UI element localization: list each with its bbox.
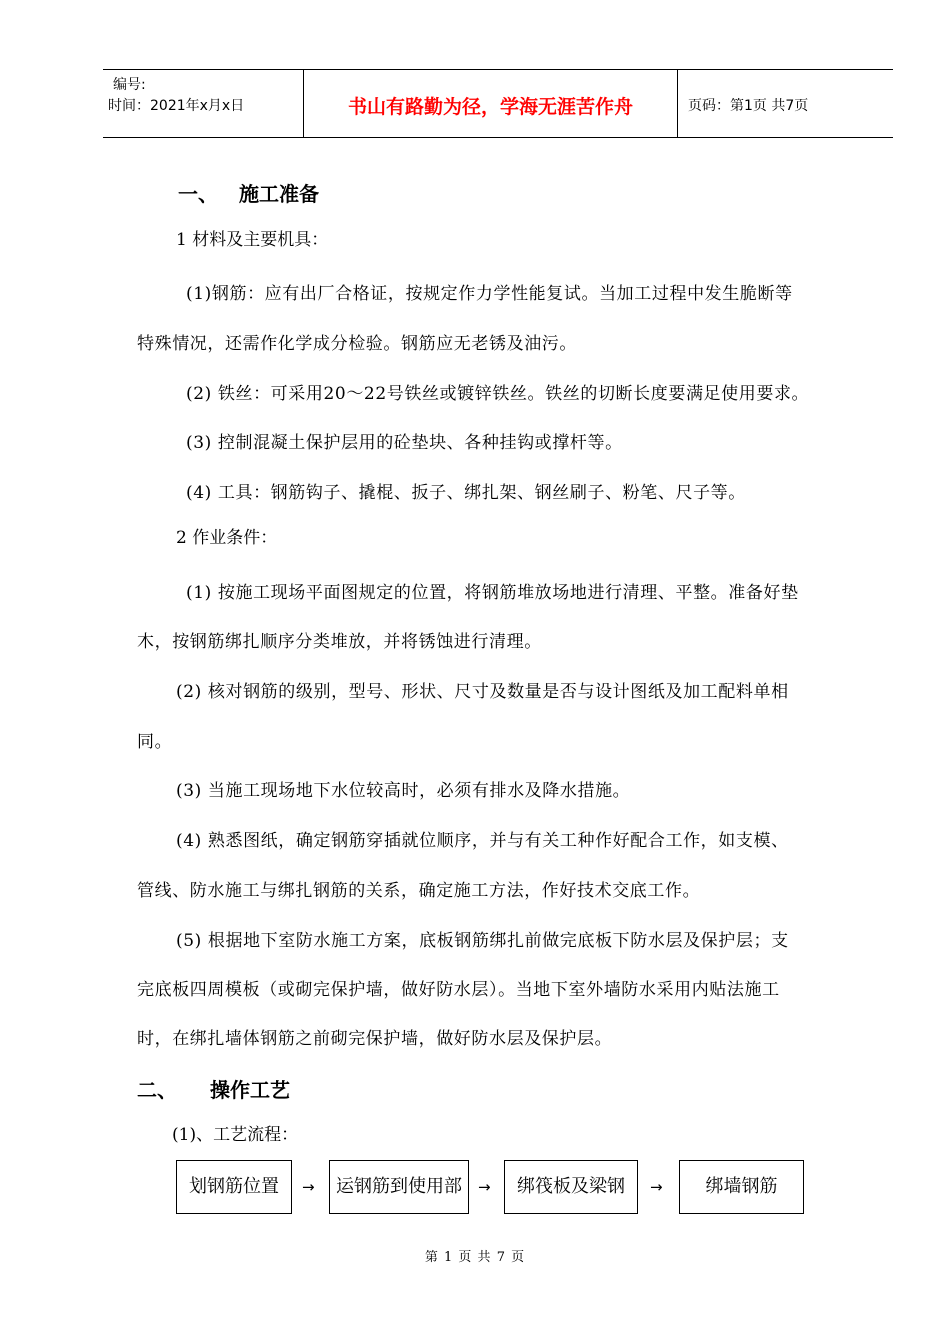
section-number: 二、 — [137, 1078, 177, 1102]
paragraph-line: 特殊情况，还需作化学成分检验。钢筋应无老锈及油污。 — [137, 334, 577, 354]
section-heading-2 — [137, 1074, 290, 1103]
page-footer: 第 1 页 共 7 页 — [424, 1250, 526, 1265]
subheading-conditions: 2 作业条件： — [176, 528, 278, 548]
paragraph-line: (1)钢筋：应有出厂合格证，按规定作力学性能复试。当加工过程中发生脆断等 — [186, 284, 793, 304]
time-label: 时间：2021年x月x日 — [108, 98, 245, 114]
flow-step-1: 划钢筋位置 — [176, 1160, 292, 1214]
paragraph-line: (3) 控制混凝土保护层用的砼垫块、各种挂钩或撑杆等。 — [186, 433, 623, 453]
flow-step-4: 绑墙钢筋 — [679, 1160, 804, 1214]
flow-step-3: 绑筏板及梁钢 — [504, 1160, 638, 1214]
paragraph-line: (3) 当施工现场地下水位较高时，必须有排水及降水措施。 — [176, 781, 631, 801]
header-left-cell — [103, 70, 304, 137]
paragraph-line: (4) 工具：钢筋钩子、撬棍、扳子、绑扎架、钢丝刷子、粉笔、尺子等。 — [186, 483, 746, 503]
section-title: 操作工艺 — [209, 1078, 290, 1102]
paragraph-line: (5) 根据地下室防水施工方案，底板钢筋绑扎前做完底板下防水层及保护层；支 — [176, 931, 789, 951]
paragraph-line: (2) 核对钢筋的级别，型号、形状、尺寸及数量是否与设计图纸及加工配料单相 — [176, 682, 789, 702]
paragraph-line: 同。 — [137, 732, 173, 752]
flow-arrow-icon: → — [478, 1178, 491, 1196]
header-center-cell — [304, 70, 678, 137]
paragraph-line: 完底板四周模板（或砌完保护墙，做好防水层）。当地下室外墙防水采用内贴法施工 — [137, 980, 780, 1000]
serial-label: 编号: — [113, 77, 146, 93]
subheading-process-flow: (1)、工艺流程： — [172, 1125, 299, 1145]
section-number: 一、 — [178, 182, 218, 206]
paragraph-line: 管线、防水施工与绑扎钢筋的关系，确定施工方法，作好技术交底工作。 — [137, 881, 701, 901]
paragraph-line: 木，按钢筋绑扎顺序分类堆放，并将锈蚀进行清理。 — [137, 632, 542, 652]
document-header — [103, 69, 893, 138]
paragraph-line: (2) 铁丝：可采用20～22号铁丝或镀锌铁丝。铁丝的切断长度要满足使用要求。 — [186, 384, 810, 404]
paragraph-line: 时，在绑扎墙体钢筋之前砌完保护墙，做好防水层及保护层。 — [137, 1029, 613, 1049]
header-right-cell — [678, 70, 893, 137]
subheading-materials: 1 材料及主要机具： — [176, 230, 329, 250]
flow-arrow-icon: → — [650, 1178, 663, 1196]
flow-arrow-icon: → — [302, 1178, 315, 1196]
paragraph-line: (1) 按施工现场平面图规定的位置，将钢筋堆放场地进行清理、平整。准备好垫 — [186, 583, 799, 603]
paragraph-line: (4) 熟悉图纸，确定钢筋穿插就位顺序，并与有关工种作好配合工作，如支模、 — [176, 831, 789, 851]
section-heading-1 — [178, 178, 319, 207]
page-info: 页码：第1页 共7页 — [688, 98, 809, 114]
flow-step-2: 运钢筋到使用部 — [329, 1160, 469, 1214]
motto: 书山有路勤为径，学海无涯苦作舟 — [347, 96, 633, 118]
section-title: 施工准备 — [238, 182, 319, 206]
